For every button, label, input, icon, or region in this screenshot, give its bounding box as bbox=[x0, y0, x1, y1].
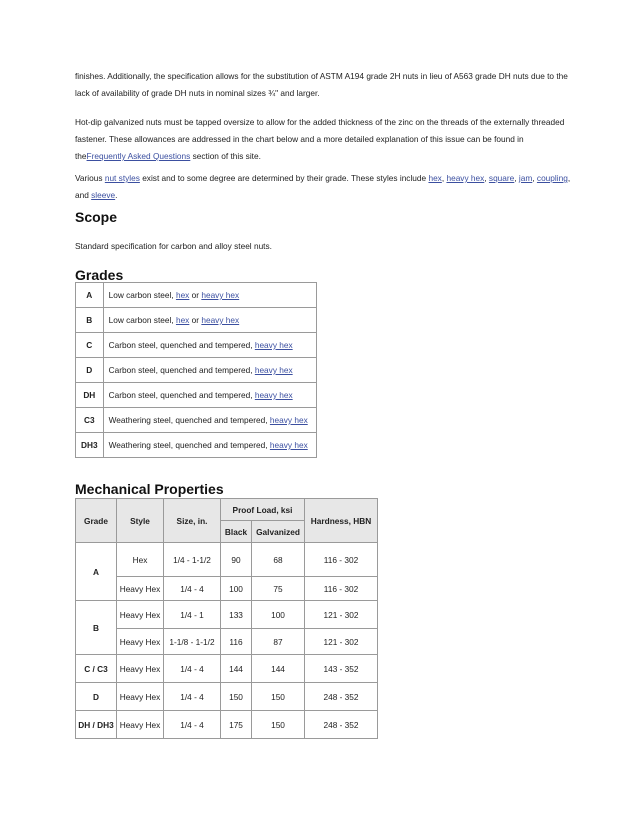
grades-table bbox=[75, 282, 317, 458]
style-cell: Heavy Hex bbox=[117, 601, 164, 629]
galvanized-cell: 150 bbox=[252, 711, 305, 739]
sleeve-link[interactable]: sleeve bbox=[91, 190, 116, 200]
grade-cell: DH / DH3 bbox=[76, 711, 117, 739]
desc-text: Weathering steel, quenched and tempered, bbox=[108, 440, 270, 450]
table-row bbox=[76, 601, 378, 629]
heavy-hex-link[interactable]: heavy hex bbox=[446, 173, 485, 183]
size-cell: 1/4 - 1 bbox=[164, 601, 221, 629]
p3-text: exist and to some degree are determined by their grade. These styles include bbox=[139, 173, 429, 183]
style-cell: Heavy Hex bbox=[117, 683, 164, 711]
hex-link[interactable]: hex bbox=[175, 315, 190, 325]
table-row bbox=[76, 358, 317, 383]
faq-link[interactable]: Frequently Asked Questions bbox=[86, 151, 191, 161]
table-row bbox=[76, 683, 378, 711]
black-header: Black bbox=[221, 521, 252, 543]
scope-text: Standard specification for carbon and alloy steel nuts. bbox=[75, 241, 272, 251]
heavy-hex-link[interactable]: heavy hex bbox=[269, 415, 308, 425]
jam-link[interactable]: jam bbox=[518, 173, 533, 183]
p3-text: , and bbox=[75, 173, 571, 200]
mechanical-properties-table bbox=[75, 498, 378, 739]
galvanized-cell: 87 bbox=[252, 629, 305, 655]
table-row bbox=[76, 711, 378, 739]
grade-cell: C bbox=[76, 333, 104, 358]
table-row bbox=[76, 629, 378, 655]
galvanized-cell: 150 bbox=[252, 683, 305, 711]
hardness-cell: 121 - 302 bbox=[305, 629, 378, 655]
p3-text: , bbox=[441, 173, 447, 183]
style-cell: Heavy Hex bbox=[117, 629, 164, 655]
grade-cell: A bbox=[76, 283, 104, 308]
grade-description bbox=[103, 408, 316, 433]
scope-heading: Scope bbox=[75, 209, 118, 225]
size-header: Size, in. bbox=[164, 499, 221, 543]
black-cell: 133 bbox=[221, 601, 252, 629]
style-cell: Hex bbox=[117, 543, 164, 577]
hardness-cell: 143 - 352 bbox=[305, 655, 378, 683]
table-row bbox=[76, 655, 378, 683]
galvanized-cell: 100 bbox=[252, 601, 305, 629]
heavy-hex-link[interactable]: heavy hex bbox=[254, 390, 293, 400]
grade-cell: C / C3 bbox=[76, 655, 117, 683]
grade-cell: D bbox=[76, 683, 117, 711]
p3-text: , bbox=[484, 173, 489, 183]
square-link[interactable]: square bbox=[488, 173, 515, 183]
p3-text: , bbox=[532, 173, 537, 183]
size-cell: 1/4 - 1-1/2 bbox=[164, 543, 221, 577]
intro-paragraph-3 bbox=[75, 170, 575, 204]
black-cell: 100 bbox=[221, 577, 252, 601]
heavy-hex-link[interactable]: heavy hex bbox=[254, 365, 293, 375]
grade-description bbox=[103, 383, 316, 408]
style-cell: Heavy Hex bbox=[117, 711, 164, 739]
grade-cell: A bbox=[76, 543, 117, 601]
desc-text: Weathering steel, quenched and tempered, bbox=[108, 415, 270, 425]
black-cell: 144 bbox=[221, 655, 252, 683]
mechanical-properties-heading: Mechanical Properties bbox=[75, 481, 224, 497]
desc-text: Carbon steel, quenched and tempered, bbox=[108, 340, 255, 350]
black-cell: 90 bbox=[221, 543, 252, 577]
heavy-hex-link[interactable]: heavy hex bbox=[254, 340, 293, 350]
black-cell: 150 bbox=[221, 683, 252, 711]
heavy-hex-link[interactable]: heavy hex bbox=[269, 440, 308, 450]
galvanized-cell: 75 bbox=[252, 577, 305, 601]
intro-paragraph-1: finishes. Additionally, the specification allows for the substitution of ASTM A194 grade 2H nuts in lieu of A563 grade DH nuts due to the lack of availability of grade DH nuts in nominal sizes ¾" and larger. bbox=[75, 71, 568, 98]
hex-link[interactable]: hex bbox=[428, 173, 442, 183]
desc-text: Carbon steel, quenched and tempered, bbox=[108, 365, 255, 375]
hardness-cell: 248 - 352 bbox=[305, 711, 378, 739]
desc-text: Carbon steel, quenched and tempered, bbox=[108, 390, 255, 400]
p3-text: Various bbox=[75, 173, 105, 183]
size-cell: 1/4 - 4 bbox=[164, 655, 221, 683]
grade-description bbox=[103, 358, 316, 383]
grade-header: Grade bbox=[76, 499, 117, 543]
size-cell: 1/4 - 4 bbox=[164, 577, 221, 601]
hardness-cell: 116 - 302 bbox=[305, 543, 378, 577]
grade-cell: C3 bbox=[76, 408, 104, 433]
table-row bbox=[76, 408, 317, 433]
table-row bbox=[76, 577, 378, 601]
table-row bbox=[76, 543, 378, 577]
table-row bbox=[76, 433, 317, 458]
desc-text: or bbox=[189, 315, 202, 325]
size-cell: 1/4 - 4 bbox=[164, 683, 221, 711]
galvanized-cell: 68 bbox=[252, 543, 305, 577]
grade-cell: DH bbox=[76, 383, 104, 408]
hardness-header: Hardness, HBN bbox=[305, 499, 378, 543]
hex-link[interactable]: hex bbox=[175, 290, 190, 300]
heavy-hex-link[interactable]: heavy hex bbox=[201, 290, 240, 300]
table-row bbox=[76, 333, 317, 358]
table-row bbox=[76, 308, 317, 333]
black-cell: 116 bbox=[221, 629, 252, 655]
grade-cell: B bbox=[76, 601, 117, 655]
table-row bbox=[76, 383, 317, 408]
galvanized-cell: 144 bbox=[252, 655, 305, 683]
p3-text: . bbox=[115, 190, 118, 200]
style-header: Style bbox=[117, 499, 164, 543]
desc-text: Low carbon steel, bbox=[108, 315, 176, 325]
size-cell: 1-1/8 - 1-1/2 bbox=[164, 629, 221, 655]
desc-text: Low carbon steel, bbox=[108, 290, 176, 300]
header-row bbox=[76, 499, 378, 521]
grade-cell: D bbox=[76, 358, 104, 383]
nut-styles-link[interactable]: nut styles bbox=[104, 173, 140, 183]
intro-paragraph-2 bbox=[75, 114, 575, 165]
coupling-link[interactable]: coupling bbox=[536, 173, 568, 183]
hardness-cell: 121 - 302 bbox=[305, 601, 378, 629]
style-cell: Heavy Hex bbox=[117, 577, 164, 601]
grade-description bbox=[103, 283, 316, 308]
p3-text: , bbox=[514, 173, 519, 183]
desc-text: or bbox=[189, 290, 202, 300]
grade-cell: DH3 bbox=[76, 433, 104, 458]
hardness-cell: 248 - 352 bbox=[305, 683, 378, 711]
grade-description bbox=[103, 333, 316, 358]
galvanized-header: Galvanized bbox=[252, 521, 305, 543]
style-cell: Heavy Hex bbox=[117, 655, 164, 683]
heavy-hex-link[interactable]: heavy hex bbox=[201, 315, 240, 325]
proof-load-header: Proof Load, ksi bbox=[221, 499, 305, 521]
table-row bbox=[76, 283, 317, 308]
p2-text-after: section of this site. bbox=[190, 151, 261, 161]
p2-text-before: Hot-dip galvanized nuts must be tapped oversize to allow for the added thickness of the zinc on the threads of the externally threaded fastener. These allowances are addressed in the chart below and a more detailed explanation of this issue can be found in the bbox=[75, 117, 565, 161]
grades-heading: Grades bbox=[75, 267, 124, 283]
black-cell: 175 bbox=[221, 711, 252, 739]
hardness-cell: 116 - 302 bbox=[305, 577, 378, 601]
size-cell: 1/4 - 4 bbox=[164, 711, 221, 739]
grade-description bbox=[103, 308, 316, 333]
grade-cell: B bbox=[76, 308, 104, 333]
grade-description bbox=[103, 433, 316, 458]
